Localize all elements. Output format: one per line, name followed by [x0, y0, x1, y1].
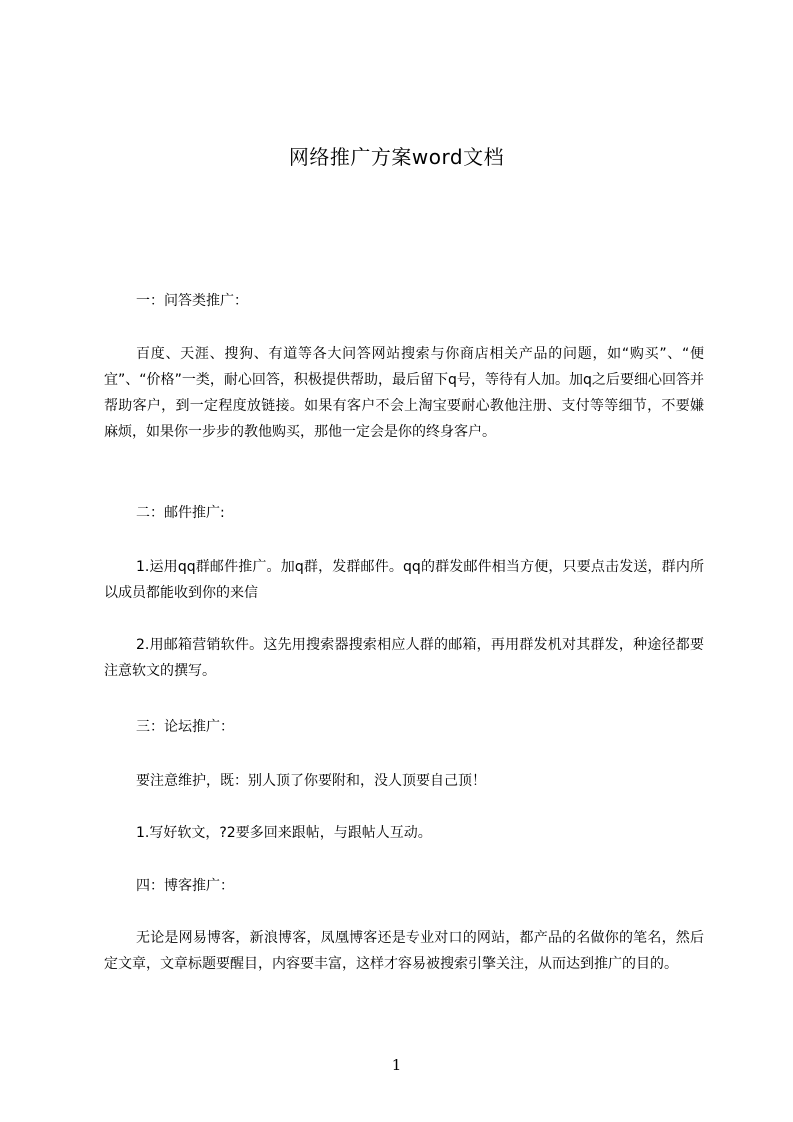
section-heading-forum: 三：论坛推广： [136, 719, 234, 735]
page-number: 1 [391, 1056, 402, 1074]
document-title: 网络推广方案word文档 [288, 145, 505, 169]
section-item-email-2: 2.用邮箱营销软件。这先用搜索器搜索相应人群的邮箱，再用群发机对其群发，种途径都要注意软文的撰写。 [104, 637, 704, 679]
section-body-qa: 百度、天涯、搜狗、有道等各大问答网站搜索与你商店相关产品的问题，如“购买”、“便宜”、“价格”一类，耐心回答，积极提供帮助，最后留下q号，等待有人加。加q之后要细心回答并帮助客户，到一定程度放链接。如果有客户不会上淘宝要耐心教他注册、支付等等细节，不要嫌麻烦，如果你一步步的教他购买，那他一定会是你的终身客户。 [104, 346, 704, 440]
section-item-email-1: 1.运用qq群邮件推广。加q群，发群邮件。qq的群发邮件相当方便，只要点击发送，群内所以成员都能收到你的来信 [104, 559, 704, 601]
section-heading-blog: 四：博客推广： [136, 878, 234, 894]
section-body-blog: 无论是网易博客，新浪博客，凤凰博客还是专业对口的网站，都产品的名做你的笔名，然后定文章，文章标题要醒目，内容要丰富，这样才容易被搜索引擎关注，从而达到推广的目的。 [104, 930, 704, 972]
section-heading-qa: 一：问答类推广： [136, 293, 248, 309]
section-line-forum-2: 1.写好软文，?2要多回来跟帖，与跟帖人互动。 [136, 825, 432, 841]
section-heading-email: 二：邮件推广: [136, 505, 225, 521]
section-line-forum-1: 要注意维护，既：别人顶了你要附和，没人顶要自己顶！ [136, 773, 486, 789]
